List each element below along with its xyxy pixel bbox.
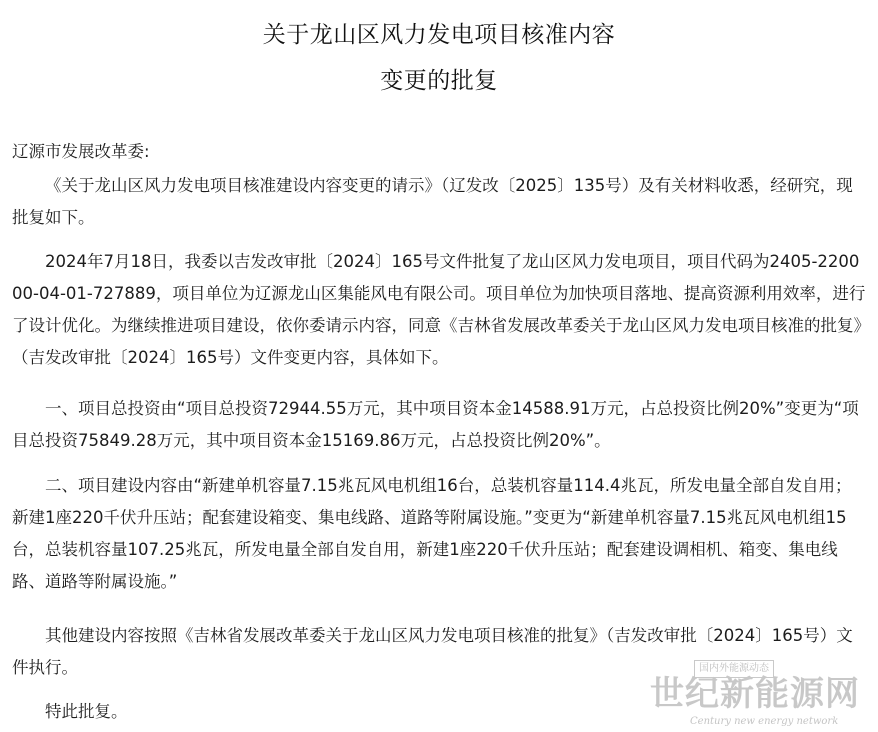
document-title-line-2: 变更的批复 xyxy=(380,68,498,94)
paragraph-investment-change: 一、项目总投资由“项目总投资72944.55万元，其中项目资本金14588.91万元，占总投资比例20%”变更为“项目总投资75849.28万元，其中项目资本金15169.86万元，占总投资比例20%”。 xyxy=(12,399,859,450)
paragraph-other-content: 其他建设内容按照《吉林省发展改革委关于龙山区风力发电项目核准的批复》（吉发改审批〔2024〕165号）文件执行。 xyxy=(12,626,853,677)
watermark-logo-text: 世纪新能源网 xyxy=(650,674,860,714)
paragraph-construction-change: 二、项目建设内容由“新建单机容量7.15兆瓦风电机组16台，总装机容量114.4兆瓦，所发电量全部自发自用；新建1座220千伏升压站；配套建设箱变、集电线路、道路等附属设施。”变更为“新建单机容量7.15兆瓦风电机组15台，总装机容量107.25兆瓦，所发电量全部自发自用，新建1座220千伏升压站；配套建设调相机、箱变、集电线路、道路等附属设施。” xyxy=(12,476,852,591)
paragraph-request: 《关于龙山区风力发电项目核准建设内容变更的请示》（辽发改〔2025〕135号）及有关材料收悉，经研究，现批复如下。 xyxy=(12,176,853,227)
watermark-tag: 国内外能源动态 xyxy=(694,660,774,678)
paragraph-closing: 特此批复。 xyxy=(45,702,128,721)
watermark-english: Century new energy network xyxy=(690,716,839,727)
addressee: 辽源市发展改革委: xyxy=(12,142,150,161)
document-title-line-1: 关于龙山区风力发电项目核准内容 xyxy=(262,22,616,48)
paragraph-background: 2024年7月18日，我委以吉发改审批〔2024〕165号文件批复了龙山区风力发电项目，项目代码为2405-220000-04-01-727889，项目单位为辽源龙山区集能风电有限公司。项目单位为加快项目落地、提高资源利用效率，进行了设计优化。为继续推进项目建设，依你委请示内容，同意《吉林省发展改革委关于龙山区风力发电项目核准的批复》（吉发改审批〔2024〕165号）文件变更内容，具体如下。 xyxy=(12,252,866,367)
